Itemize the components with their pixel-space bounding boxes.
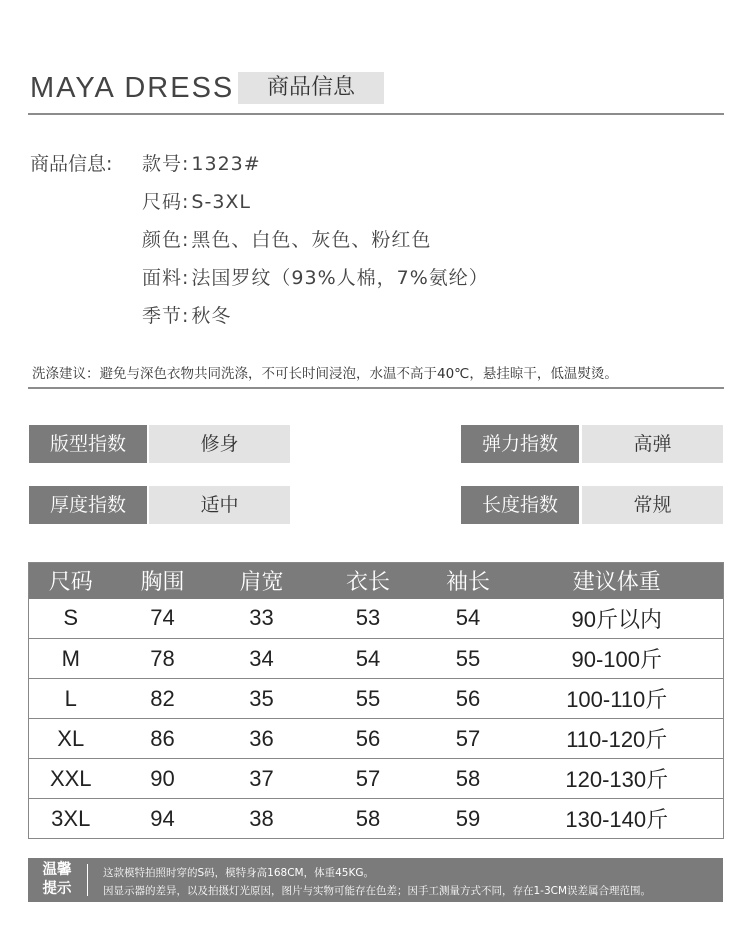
info-value: 法国罗纹（93%人棉，7%氨纶） <box>191 267 489 289</box>
info-key: 季节: <box>142 305 190 327</box>
cell-size: M <box>29 639 113 679</box>
index-label-fit: 版型指数 <box>29 425 147 463</box>
tip-divider <box>87 864 88 896</box>
cell-bust: 74 <box>150 605 175 631</box>
cell-length: 54 <box>311 639 426 679</box>
info-key: 面料: <box>142 267 190 289</box>
cell-length: 57 <box>311 759 426 799</box>
cell-size: XL <box>29 719 113 759</box>
cell-sleeve: 58 <box>426 759 511 799</box>
cell-sleeve: 54 <box>455 605 481 631</box>
cell-weight: 110-120斤 <box>511 719 724 759</box>
cell-sleeve: 57 <box>426 719 511 759</box>
cell-bust: 94 <box>113 799 213 839</box>
index-value-thickness: 适中 <box>149 486 290 524</box>
brand-title: MAYA DRESS <box>30 72 235 104</box>
section-title: 商品信息 <box>238 72 384 104</box>
cell-size: XXL <box>29 759 113 799</box>
info-row-fabric <box>142 263 489 290</box>
cell-length: 53 <box>355 605 381 631</box>
cell-size: 3XL <box>29 799 113 839</box>
cell-shoulder: 37 <box>213 759 311 799</box>
table-row <box>29 599 724 639</box>
tip-title <box>40 861 74 899</box>
cell-weight: 120-130斤 <box>511 759 724 799</box>
cell-shoulder: 33 <box>249 605 274 631</box>
cell-size: S <box>63 605 79 631</box>
washing-advice: 洗涤建议：避免与深色衣物共同洗涤，不可长时间浸泡，水温不高于40℃，悬挂晾干，低温熨烫。 <box>32 366 618 382</box>
table-row <box>29 799 724 839</box>
tip-line-2: 因显示器的差异，以及拍摄灯光原因，图片与实物可能存在色差；因手工测量方式不同，存在1-3CM误差属合理范围。 <box>103 885 652 897</box>
cell-length: 56 <box>311 719 426 759</box>
header-sleeve: 袖长 <box>426 563 511 599</box>
header-length: 衣长 <box>311 563 426 599</box>
cell-shoulder: 34 <box>213 639 311 679</box>
table-row <box>29 679 724 719</box>
cell-bust: 86 <box>113 719 213 759</box>
header-size: 尺码 <box>29 563 113 599</box>
cell-bust: 90 <box>113 759 213 799</box>
cell-shoulder: 36 <box>213 719 311 759</box>
cell-weight: 90斤以内 <box>571 606 662 632</box>
cell-bust: 82 <box>113 679 213 719</box>
index-value-fit: 修身 <box>149 425 290 463</box>
index-value-length: 常规 <box>582 486 723 524</box>
table-row <box>29 759 724 799</box>
size-table <box>28 562 724 839</box>
table-row <box>29 639 724 679</box>
info-value: S-3XL <box>191 191 252 213</box>
info-row-color <box>142 225 431 252</box>
info-key: 款号: <box>142 153 190 175</box>
cell-weight: 130-140斤 <box>511 799 724 839</box>
washing-divider <box>28 387 724 389</box>
cell-sleeve: 55 <box>426 639 511 679</box>
cell-shoulder: 35 <box>213 679 311 719</box>
product-info-heading: 商品信息: <box>30 153 113 175</box>
info-key: 尺码: <box>142 191 190 213</box>
header-bust: 胸围 <box>113 563 213 599</box>
table-row <box>29 719 724 759</box>
tip-title-line1: 温馨 <box>42 862 72 878</box>
cell-sleeve: 56 <box>426 679 511 719</box>
cell-length: 55 <box>311 679 426 719</box>
index-label-length: 长度指数 <box>461 486 579 524</box>
cell-bust: 78 <box>113 639 213 679</box>
header-shoulder: 肩宽 <box>213 563 311 599</box>
cell-length: 58 <box>311 799 426 839</box>
tip-title-line2: 提示 <box>42 881 72 897</box>
info-row-season <box>142 301 231 328</box>
tip-banner <box>28 858 723 902</box>
cell-weight: 90-100斤 <box>511 639 724 679</box>
header-weight: 建议体重 <box>511 563 724 599</box>
index-value-elasticity: 高弹 <box>582 425 723 463</box>
header-divider <box>28 113 724 115</box>
cell-size: L <box>29 679 113 719</box>
info-row-size <box>142 187 251 214</box>
info-row-style-number <box>142 149 261 176</box>
cell-sleeve: 59 <box>426 799 511 839</box>
info-key: 颜色: <box>142 229 190 251</box>
info-value: 黑色、白色、灰色、粉红色 <box>191 229 432 251</box>
size-table-header <box>29 563 724 599</box>
index-label-thickness: 厚度指数 <box>29 486 147 524</box>
cell-weight: 100-110斤 <box>511 679 724 719</box>
index-label-elasticity: 弹力指数 <box>461 425 579 463</box>
info-value: 1323# <box>191 153 261 175</box>
tip-line-1: 这款模特拍照时穿的S码，模特身高168CM，体重45KG。 <box>103 867 374 879</box>
cell-shoulder: 38 <box>213 799 311 839</box>
info-value: 秋冬 <box>191 305 232 327</box>
